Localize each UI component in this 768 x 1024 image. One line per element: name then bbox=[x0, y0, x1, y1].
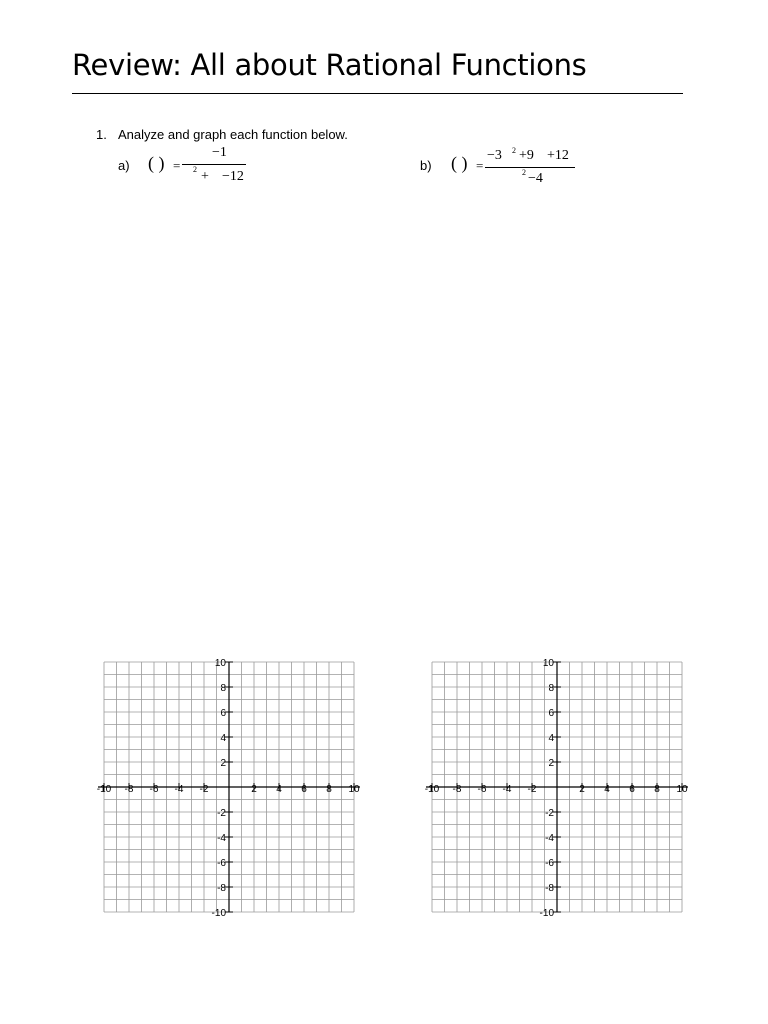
y-tick-label: -2 bbox=[545, 808, 554, 819]
part-a-paren: ( ) bbox=[148, 153, 165, 173]
y-tick-label: 8 bbox=[548, 683, 554, 694]
x-tick-label: 6 bbox=[629, 784, 635, 795]
part-b-denominator-sup: 2 bbox=[522, 168, 526, 177]
y-tick-label: 10 bbox=[214, 658, 226, 669]
y-tick-label: -10 bbox=[539, 908, 554, 919]
y-tick-label: -8 bbox=[545, 883, 554, 894]
question-text: Analyze and graph each function below. bbox=[118, 127, 348, 142]
part-a-label: a) bbox=[118, 158, 130, 173]
x-tick-label: 6 bbox=[301, 784, 307, 795]
y-tick-label: 6 bbox=[548, 708, 554, 719]
x-tick-label: 10 bbox=[676, 784, 688, 795]
x-tick-label: -4 bbox=[502, 784, 512, 795]
question-number: 1. bbox=[96, 127, 107, 142]
x-tick-label: -4 bbox=[174, 784, 184, 795]
x-tick-label: 4 bbox=[604, 784, 610, 795]
part-a-fraction-bar bbox=[182, 164, 246, 165]
y-tick-label: 2 bbox=[220, 758, 226, 769]
graph-grid-a bbox=[90, 652, 370, 932]
part-a-equals: = bbox=[173, 158, 181, 173]
part-a-numerator: −1 bbox=[212, 145, 227, 160]
y-tick-label: 4 bbox=[548, 733, 554, 744]
x-tick-label: 2 bbox=[251, 784, 257, 795]
y-tick-label: -4 bbox=[545, 833, 554, 844]
part-b-paren: ( ) bbox=[451, 153, 468, 173]
part-b-fraction-bar bbox=[485, 167, 575, 168]
part-a-denominator-plus: + bbox=[201, 169, 209, 184]
y-tick-label: 10 bbox=[542, 658, 554, 669]
y-tick-label: 6 bbox=[220, 708, 226, 719]
y-tick-label: 8 bbox=[220, 683, 226, 694]
x-tick-label: -2 bbox=[527, 784, 537, 795]
y-tick-label: -2 bbox=[217, 808, 226, 819]
x-tick-label: -10 bbox=[96, 784, 112, 795]
x-tick-label: -6 bbox=[477, 784, 487, 795]
x-tick-label: -8 bbox=[124, 784, 134, 795]
title-rule bbox=[72, 93, 683, 94]
x-tick-label: -6 bbox=[149, 784, 159, 795]
part-b-numerator-b: +9 bbox=[519, 148, 534, 163]
x-tick-label: 8 bbox=[326, 784, 332, 795]
x-tick-label: -8 bbox=[452, 784, 462, 795]
x-tick-label: 10 bbox=[348, 784, 360, 795]
y-tick-label: -10 bbox=[211, 908, 226, 919]
part-b-numerator-sup: 2 bbox=[512, 146, 516, 155]
y-tick-label: -8 bbox=[217, 883, 226, 894]
y-tick-label: 2 bbox=[548, 758, 554, 769]
y-tick-label: -6 bbox=[217, 858, 226, 869]
x-tick-label: 2 bbox=[579, 784, 585, 795]
x-tick-label: -2 bbox=[199, 784, 209, 795]
part-b-equals: = bbox=[476, 158, 484, 173]
y-tick-label: 4 bbox=[220, 733, 226, 744]
part-b-denominator-const: −4 bbox=[528, 171, 543, 186]
x-tick-label: 8 bbox=[654, 784, 660, 795]
y-tick-label: -4 bbox=[217, 833, 226, 844]
part-b-numerator-c: +12 bbox=[547, 148, 569, 163]
y-tick-label: -6 bbox=[545, 858, 554, 869]
part-b-numerator-a: −3 bbox=[487, 148, 502, 163]
part-a-denominator-sup: 2 bbox=[193, 165, 197, 174]
x-tick-label: 4 bbox=[276, 784, 282, 795]
page-title: Review: All about Rational Functions bbox=[72, 48, 587, 82]
graph-grid-b bbox=[418, 652, 698, 932]
x-tick-label: -10 bbox=[424, 784, 440, 795]
part-a-denominator-const: −12 bbox=[222, 169, 244, 184]
part-b-label: b) bbox=[420, 158, 432, 173]
